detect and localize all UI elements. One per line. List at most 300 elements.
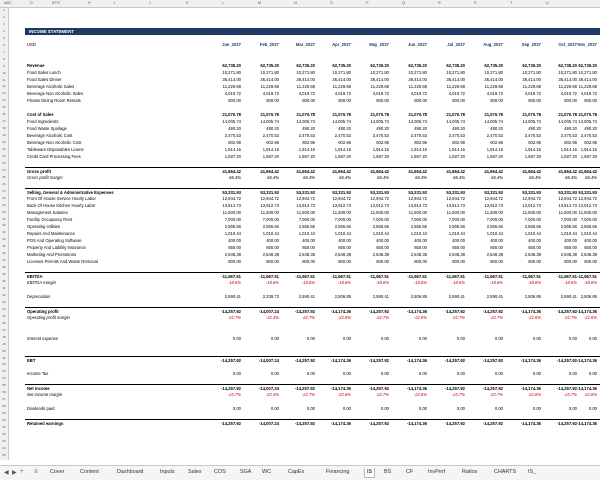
- cell-value[interactable]: 0.00: [494, 371, 503, 376]
- cell-value[interactable]: 0.00: [232, 336, 241, 341]
- column-header[interactable]: S: [474, 1, 477, 5]
- month-header[interactable]: Nov_2027: [577, 42, 597, 47]
- cell-value[interactable]: -11,667.51: [369, 274, 389, 279]
- cell-value[interactable]: 2,470.53: [560, 133, 577, 138]
- cell-value[interactable]: -18.6%: [301, 280, 315, 285]
- cell-value[interactable]: 11,229.68: [446, 84, 465, 89]
- cell-value[interactable]: 2,548.38: [262, 252, 279, 257]
- cell-value[interactable]: -18.6%: [227, 280, 241, 285]
- cell-value[interactable]: 21,070.78: [408, 112, 427, 117]
- cell-value[interactable]: 490.20: [564, 126, 577, 131]
- cell-value[interactable]: -14,257.92: [482, 309, 503, 314]
- cell-value[interactable]: 800.00: [228, 259, 241, 264]
- cell-value[interactable]: 53,331.93: [222, 190, 241, 195]
- row-label[interactable]: Repairs And Maintenance: [27, 231, 75, 236]
- cell-value[interactable]: 0.00: [306, 406, 315, 411]
- cell-value[interactable]: -14,174.36: [406, 386, 427, 391]
- cell-value[interactable]: -14,174.36: [520, 309, 541, 314]
- cell-value[interactable]: 21,070.78: [260, 112, 279, 117]
- cell-value[interactable]: 1,587.20: [224, 154, 241, 159]
- sheet-tab[interactable]: COS: [214, 469, 226, 475]
- cell-value[interactable]: -14,257.92: [220, 309, 241, 314]
- row-number[interactable]: 21: [2, 147, 6, 151]
- cell-value[interactable]: -18.6%: [563, 280, 577, 285]
- cell-value[interactable]: 4,019.72: [262, 91, 279, 96]
- cell-value[interactable]: 53,331.93: [558, 190, 577, 195]
- cell-value[interactable]: 1,914.15: [448, 147, 465, 152]
- row-label[interactable]: Front Of House Service Hourly Labor: [27, 196, 96, 201]
- cell-value[interactable]: 11,500.00: [332, 210, 351, 215]
- cell-value[interactable]: 14,005.74: [484, 119, 503, 124]
- cell-value[interactable]: 21,070.78: [296, 112, 315, 117]
- cell-value[interactable]: 12,944.72: [484, 196, 503, 201]
- cell-value[interactable]: 0.00: [380, 336, 389, 341]
- cell-value[interactable]: 0.00: [342, 371, 351, 376]
- cell-value[interactable]: -22.6%: [337, 392, 351, 397]
- cell-value[interactable]: -14,257.92: [482, 421, 503, 426]
- row-number[interactable]: 1: [3, 8, 5, 12]
- row-number[interactable]: 28: [2, 195, 6, 200]
- column-header[interactable]: Q: [402, 1, 405, 5]
- cell-value[interactable]: -22.7%: [301, 315, 315, 320]
- cell-value[interactable]: 0.00: [568, 371, 577, 376]
- cell-value[interactable]: 800.00: [376, 98, 389, 103]
- row-number[interactable]: 65: [2, 452, 6, 457]
- cell-value[interactable]: 13,912.73: [222, 203, 241, 208]
- cell-value[interactable]: 650.00: [452, 245, 465, 250]
- cell-value[interactable]: -18.6%: [265, 280, 279, 285]
- cell-value[interactable]: 10,271.80: [578, 70, 597, 75]
- row-number[interactable]: 37: [2, 258, 6, 263]
- cell-value[interactable]: 2,565.66: [334, 224, 351, 229]
- column-header[interactable]: O: [330, 1, 333, 5]
- cell-value[interactable]: -14,257.92: [556, 421, 577, 426]
- cell-value[interactable]: 650.00: [414, 245, 427, 250]
- cell-value[interactable]: 7,000.00: [524, 217, 541, 222]
- cell-value[interactable]: 62,735.20: [296, 63, 315, 68]
- row-label[interactable]: Marketing And Promotions: [27, 252, 77, 257]
- cell-value[interactable]: 41,664.42: [296, 169, 315, 174]
- cell-value[interactable]: 490.20: [376, 126, 389, 131]
- cell-value[interactable]: 800.00: [338, 98, 351, 103]
- cell-value[interactable]: 2,565.66: [560, 224, 577, 229]
- row-number[interactable]: 24: [2, 167, 6, 172]
- row-label[interactable]: EBT: [27, 358, 36, 363]
- cell-value[interactable]: 10,271.80: [222, 70, 241, 75]
- cell-value[interactable]: 4,019.72: [334, 91, 351, 96]
- row-label[interactable]: Management Salaries: [27, 210, 68, 215]
- cell-value[interactable]: 12,944.72: [408, 196, 427, 201]
- cell-value[interactable]: -22.7%: [375, 315, 389, 320]
- cell-value[interactable]: 12,944.72: [578, 196, 597, 201]
- column-header[interactable]: D: [30, 1, 33, 5]
- cell-value[interactable]: 602.96: [584, 140, 597, 145]
- row-number[interactable]: 5: [3, 35, 5, 40]
- cell-value[interactable]: -14,174.36: [576, 386, 597, 391]
- cell-value[interactable]: 2,565.66: [262, 224, 279, 229]
- cell-value[interactable]: 62,735.20: [222, 63, 241, 68]
- cell-value[interactable]: 400.00: [490, 238, 503, 243]
- cell-value[interactable]: 2,565.66: [224, 224, 241, 229]
- cell-value[interactable]: 400.00: [228, 238, 241, 243]
- column-header[interactable]: ABC: [4, 1, 12, 5]
- row-number[interactable]: 45: [2, 313, 6, 318]
- cell-value[interactable]: 2,548.38: [372, 252, 389, 257]
- row-number[interactable]: 47: [2, 327, 6, 332]
- cell-value[interactable]: 2,565.66: [298, 224, 315, 229]
- cell-value[interactable]: -11,667.51: [221, 274, 241, 279]
- row-number[interactable]: 40: [2, 279, 6, 284]
- cell-value[interactable]: 7,000.00: [448, 217, 465, 222]
- sheet-tab[interactable]: Ratios: [462, 469, 478, 475]
- cell-value[interactable]: 41,664.42: [446, 169, 465, 174]
- cell-value[interactable]: -11,667.51: [407, 274, 427, 279]
- cell-value[interactable]: -14,257.92: [556, 358, 577, 363]
- cell-value[interactable]: 650.00: [376, 245, 389, 250]
- row-number[interactable]: 52: [2, 362, 6, 367]
- month-header[interactable]: Jul_2027: [447, 42, 465, 47]
- cell-value[interactable]: 2,548.38: [580, 252, 597, 257]
- cell-value[interactable]: -11,667.51: [483, 274, 503, 279]
- row-number[interactable]: 14: [2, 98, 6, 103]
- cell-value[interactable]: -14,257.92: [368, 309, 389, 314]
- row-number[interactable]: 48: [2, 334, 6, 339]
- cell-value[interactable]: 10,271.80: [522, 70, 541, 75]
- cell-value[interactable]: 800.00: [490, 98, 503, 103]
- row-label[interactable]: Facility Occupancy Rent: [27, 217, 73, 222]
- cell-value[interactable]: 21,070.78: [522, 112, 541, 117]
- cell-value[interactable]: -14,257.92: [368, 421, 389, 426]
- cell-value[interactable]: 400.00: [452, 238, 465, 243]
- cell-value[interactable]: 36,414.00: [260, 77, 279, 82]
- cell-value[interactable]: 0.00: [380, 406, 389, 411]
- column-header[interactable]: U: [546, 1, 549, 5]
- cell-value[interactable]: 2,590.41: [298, 294, 315, 299]
- cell-value[interactable]: 800.00: [266, 98, 279, 103]
- cell-value[interactable]: 2,506.85: [524, 294, 541, 299]
- cell-value[interactable]: 66.4%: [229, 175, 241, 180]
- row-number[interactable]: 44: [2, 306, 6, 311]
- cell-value[interactable]: 1,587.20: [334, 154, 351, 159]
- cell-value[interactable]: 0.00: [270, 406, 279, 411]
- row-number[interactable]: 56: [2, 390, 6, 395]
- cell-value[interactable]: 602.96: [452, 140, 465, 145]
- sheet-list-icon[interactable]: ≡: [34, 469, 38, 475]
- cell-value[interactable]: 10,271.80: [370, 70, 389, 75]
- cell-value[interactable]: 66.4%: [339, 175, 351, 180]
- next-sheet-icon[interactable]: ▶: [12, 470, 17, 476]
- cell-value[interactable]: -14,174.36: [406, 358, 427, 363]
- cell-value[interactable]: 1,587.20: [410, 154, 427, 159]
- cell-value[interactable]: 0.00: [380, 371, 389, 376]
- cell-value[interactable]: 0.00: [532, 371, 541, 376]
- cell-value[interactable]: -14,174.36: [520, 421, 541, 426]
- cell-value[interactable]: 1,010.44: [298, 231, 315, 236]
- cell-value[interactable]: 0.00: [588, 336, 597, 341]
- cell-value[interactable]: 13,912.73: [578, 203, 597, 208]
- sheet-tab[interactable]: Dashboard: [117, 469, 144, 475]
- row-number[interactable]: 19: [2, 133, 6, 138]
- cell-value[interactable]: 4,019.72: [224, 91, 241, 96]
- row-label[interactable]: Beverage Non Alcoholic Sales: [27, 91, 84, 96]
- cell-value[interactable]: 1,914.15: [580, 147, 597, 152]
- cell-value[interactable]: -22.7%: [227, 392, 241, 397]
- cell-value[interactable]: -18.6%: [583, 280, 597, 285]
- cell-value[interactable]: 13,912.73: [260, 203, 279, 208]
- cell-value[interactable]: 10,271.80: [332, 70, 351, 75]
- cell-value[interactable]: 800.00: [564, 259, 577, 264]
- cell-value[interactable]: 21,070.78: [332, 112, 351, 117]
- cell-value[interactable]: 2,590.41: [224, 294, 241, 299]
- cell-value[interactable]: -22.7%: [227, 315, 241, 320]
- cell-value[interactable]: 800.00: [302, 98, 315, 103]
- cell-value[interactable]: 41,664.42: [260, 169, 279, 174]
- cell-value[interactable]: 400.00: [584, 238, 597, 243]
- row-number[interactable]: 50: [2, 348, 6, 353]
- cell-value[interactable]: 11,229.68: [484, 84, 503, 89]
- row-number[interactable]: 63: [2, 438, 6, 443]
- row-label[interactable]: Revenue: [27, 63, 45, 68]
- cell-value[interactable]: 21,070.78: [578, 112, 597, 117]
- cell-value[interactable]: 4,019.72: [298, 91, 315, 96]
- cell-value[interactable]: 7,000.00: [560, 217, 577, 222]
- row-number[interactable]: 53: [2, 369, 6, 374]
- column-header[interactable]: EFG: [52, 1, 60, 5]
- cell-value[interactable]: -22.3%: [265, 315, 279, 320]
- cell-value[interactable]: -11,667.51: [557, 274, 577, 279]
- cell-value[interactable]: -14,257.92: [220, 358, 241, 363]
- cell-value[interactable]: 602.96: [266, 140, 279, 145]
- cell-value[interactable]: -14,257.92: [294, 309, 315, 314]
- row-number[interactable]: 27: [2, 188, 6, 193]
- row-number[interactable]: 42: [2, 292, 6, 297]
- cell-value[interactable]: 11,500.00: [222, 210, 241, 215]
- cell-value[interactable]: 36,414.00: [332, 77, 351, 82]
- cell-value[interactable]: 53,331.93: [522, 190, 541, 195]
- cell-value[interactable]: -14,174.36: [520, 386, 541, 391]
- row-number[interactable]: 13: [2, 91, 6, 96]
- cell-value[interactable]: 2,548.38: [560, 252, 577, 257]
- row-label[interactable]: Operating profit: [27, 309, 59, 314]
- cell-value[interactable]: -11,667.51: [521, 274, 541, 279]
- row-label[interactable]: Interest expense: [27, 336, 58, 341]
- row-number[interactable]: 7: [3, 49, 5, 54]
- row-label[interactable]: Selling, General & Administrative Expenses: [27, 190, 114, 195]
- cell-value[interactable]: -14,257.92: [444, 386, 465, 391]
- cell-value[interactable]: 2,470.53: [580, 133, 597, 138]
- row-label[interactable]: Beverage Non Alcoholic Cost: [27, 140, 82, 145]
- cell-value[interactable]: 800.00: [528, 259, 541, 264]
- row-number[interactable]: 64: [2, 445, 6, 450]
- cell-value[interactable]: 62,735.20: [370, 63, 389, 68]
- row-number[interactable]: 59: [2, 411, 6, 416]
- cell-value[interactable]: 1,587.20: [372, 154, 389, 159]
- row-number[interactable]: 62: [2, 431, 6, 436]
- cell-value[interactable]: 0.00: [456, 371, 465, 376]
- cell-value[interactable]: 2,470.53: [410, 133, 427, 138]
- cell-value[interactable]: -14,007.24: [258, 358, 279, 363]
- cell-value[interactable]: -14,257.92: [482, 386, 503, 391]
- month-header[interactable]: Aug_2027: [483, 42, 503, 47]
- cell-value[interactable]: -14,174.36: [576, 358, 597, 363]
- cell-value[interactable]: 2,565.66: [524, 224, 541, 229]
- cell-value[interactable]: 10,271.80: [296, 70, 315, 75]
- cell-value[interactable]: 2,548.38: [524, 252, 541, 257]
- cell-value[interactable]: -22.7%: [489, 392, 503, 397]
- sheet-tab[interactable]: Sales: [188, 469, 202, 475]
- cell-value[interactable]: 53,331.93: [484, 190, 503, 195]
- cell-value[interactable]: -14,257.92: [220, 386, 241, 391]
- cell-value[interactable]: 2,470.53: [298, 133, 315, 138]
- cell-value[interactable]: -22.7%: [451, 392, 465, 397]
- cell-value[interactable]: 2,565.66: [372, 224, 389, 229]
- cell-value[interactable]: 53,331.93: [296, 190, 315, 195]
- row-number[interactable]: 11: [2, 77, 6, 82]
- sheet-tab[interactable]: SGA: [240, 469, 252, 475]
- row-number[interactable]: 3: [3, 21, 5, 26]
- cell-value[interactable]: 10,271.80: [558, 70, 577, 75]
- month-header[interactable]: Sep_2027: [521, 42, 541, 47]
- cell-value[interactable]: 1,914.15: [524, 147, 541, 152]
- month-header[interactable]: Apr_2027: [332, 42, 351, 47]
- cell-value[interactable]: 0.00: [306, 371, 315, 376]
- cell-value[interactable]: 11,229.68: [222, 84, 241, 89]
- row-number[interactable]: 9: [3, 63, 5, 68]
- cell-value[interactable]: 800.00: [414, 259, 427, 264]
- sheet-tab[interactable]: CF: [406, 469, 414, 475]
- cell-value[interactable]: -14,007.24: [258, 386, 279, 391]
- cell-value[interactable]: 4,019.72: [524, 91, 541, 96]
- cell-value[interactable]: 14,005.74: [296, 119, 315, 124]
- cell-value[interactable]: 36,414.00: [446, 77, 465, 82]
- row-number[interactable]: 36: [2, 251, 6, 256]
- row-number[interactable]: 18: [2, 126, 6, 131]
- row-label[interactable]: Net income margin: [27, 392, 63, 397]
- cell-value[interactable]: 66.4%: [491, 175, 503, 180]
- row-number[interactable]: 32: [2, 223, 6, 228]
- row-label[interactable]: Beverage Alcoholic Sales: [27, 84, 75, 89]
- cell-value[interactable]: 36,414.00: [296, 77, 315, 82]
- cell-value[interactable]: -22.3%: [265, 392, 279, 397]
- cell-value[interactable]: 2,590.41: [372, 294, 389, 299]
- cell-value[interactable]: 0.00: [568, 406, 577, 411]
- cell-value[interactable]: -14,257.92: [294, 358, 315, 363]
- cell-value[interactable]: 490.20: [228, 126, 241, 131]
- row-number[interactable]: 49: [2, 341, 6, 346]
- cell-value[interactable]: 7,000.00: [410, 217, 427, 222]
- cell-value[interactable]: 11,500.00: [558, 210, 577, 215]
- cell-value[interactable]: -14,174.36: [330, 358, 351, 363]
- row-number[interactable]: 54: [2, 376, 6, 381]
- sheet-tab[interactable]: WC: [262, 469, 271, 475]
- cell-value[interactable]: 12,944.72: [558, 196, 577, 201]
- sheet-tab[interactable]: Cover: [50, 469, 65, 475]
- row-number[interactable]: 41: [2, 286, 6, 290]
- worksheet-grid[interactable]: [9, 8, 600, 460]
- cell-value[interactable]: 2,506.85: [410, 294, 427, 299]
- cell-value[interactable]: 490.20: [414, 126, 427, 131]
- cell-value[interactable]: 14,005.74: [370, 119, 389, 124]
- row-number[interactable]: 12: [2, 84, 6, 89]
- cell-value[interactable]: 800.00: [452, 98, 465, 103]
- cell-value[interactable]: -18.6%: [451, 280, 465, 285]
- column-header[interactable]: L: [222, 1, 225, 5]
- cell-value[interactable]: 14,005.74: [446, 119, 465, 124]
- cell-value[interactable]: 2,470.53: [448, 133, 465, 138]
- cell-value[interactable]: -14,257.92: [444, 358, 465, 363]
- cell-value[interactable]: 1,010.44: [524, 231, 541, 236]
- sheet-tab[interactable]: CapEx: [288, 469, 305, 475]
- cell-value[interactable]: 13,912.73: [370, 203, 389, 208]
- cell-value[interactable]: 13,912.73: [558, 203, 577, 208]
- cell-value[interactable]: 490.20: [584, 126, 597, 131]
- cell-value[interactable]: 13,912.73: [332, 203, 351, 208]
- month-header[interactable]: May_2027: [369, 42, 389, 47]
- cell-value[interactable]: 62,735.20: [558, 63, 577, 68]
- cell-value[interactable]: 14,005.74: [522, 119, 541, 124]
- sheet-tab[interactable]: Content: [80, 469, 99, 475]
- row-number[interactable]: 35: [2, 244, 6, 249]
- cell-value[interactable]: 1,010.44: [486, 231, 503, 236]
- row-number[interactable]: 10: [2, 70, 6, 75]
- row-label[interactable]: Retained earnings: [27, 421, 64, 426]
- cell-value[interactable]: 11,229.68: [332, 84, 351, 89]
- cell-value[interactable]: 800.00: [302, 259, 315, 264]
- cell-value[interactable]: 2,548.38: [224, 252, 241, 257]
- cell-value[interactable]: 11,229.68: [578, 84, 597, 89]
- cell-value[interactable]: 400.00: [302, 238, 315, 243]
- cell-value[interactable]: 66.4%: [267, 175, 279, 180]
- cell-value[interactable]: 2,548.38: [410, 252, 427, 257]
- cell-value[interactable]: -14,257.92: [220, 421, 241, 426]
- row-label[interactable]: Tableware Disposables Linens: [27, 147, 84, 152]
- cell-value[interactable]: 650.00: [302, 245, 315, 250]
- cell-value[interactable]: 400.00: [414, 238, 427, 243]
- cell-value[interactable]: 1,914.15: [486, 147, 503, 152]
- cell-value[interactable]: 7,000.00: [486, 217, 503, 222]
- cell-value[interactable]: -22.7%: [489, 315, 503, 320]
- cell-value[interactable]: 800.00: [564, 98, 577, 103]
- column-header[interactable]: P: [366, 1, 369, 5]
- row-number[interactable]: 25: [2, 174, 6, 179]
- cell-value[interactable]: 2,339.73: [262, 294, 279, 299]
- cell-value[interactable]: 0.00: [588, 371, 597, 376]
- cell-value[interactable]: 0.00: [456, 406, 465, 411]
- cell-value[interactable]: -14,257.92: [556, 309, 577, 314]
- cell-value[interactable]: -14,257.92: [444, 421, 465, 426]
- cell-value[interactable]: -14,257.92: [294, 386, 315, 391]
- cell-value[interactable]: 490.20: [302, 126, 315, 131]
- cell-value[interactable]: 13,912.73: [408, 203, 427, 208]
- cell-value[interactable]: 53,331.93: [578, 190, 597, 195]
- cell-value[interactable]: 602.96: [564, 140, 577, 145]
- cell-value[interactable]: -22.7%: [563, 392, 577, 397]
- cell-value[interactable]: 41,664.42: [408, 169, 427, 174]
- cell-value[interactable]: 650.00: [584, 245, 597, 250]
- cell-value[interactable]: 800.00: [266, 259, 279, 264]
- cell-value[interactable]: 1,010.44: [560, 231, 577, 236]
- cell-value[interactable]: 21,070.78: [558, 112, 577, 117]
- cell-value[interactable]: 650.00: [228, 245, 241, 250]
- month-header[interactable]: Mar_2027: [295, 42, 315, 47]
- row-label[interactable]: Income Tax: [27, 371, 49, 376]
- cell-value[interactable]: 62,735.20: [260, 63, 279, 68]
- column-header[interactable]: M: [258, 1, 262, 5]
- cell-value[interactable]: 1,587.20: [298, 154, 315, 159]
- cell-value[interactable]: 11,500.00: [446, 210, 465, 215]
- cell-value[interactable]: 400.00: [376, 238, 389, 243]
- cell-value[interactable]: 12,944.72: [222, 196, 241, 201]
